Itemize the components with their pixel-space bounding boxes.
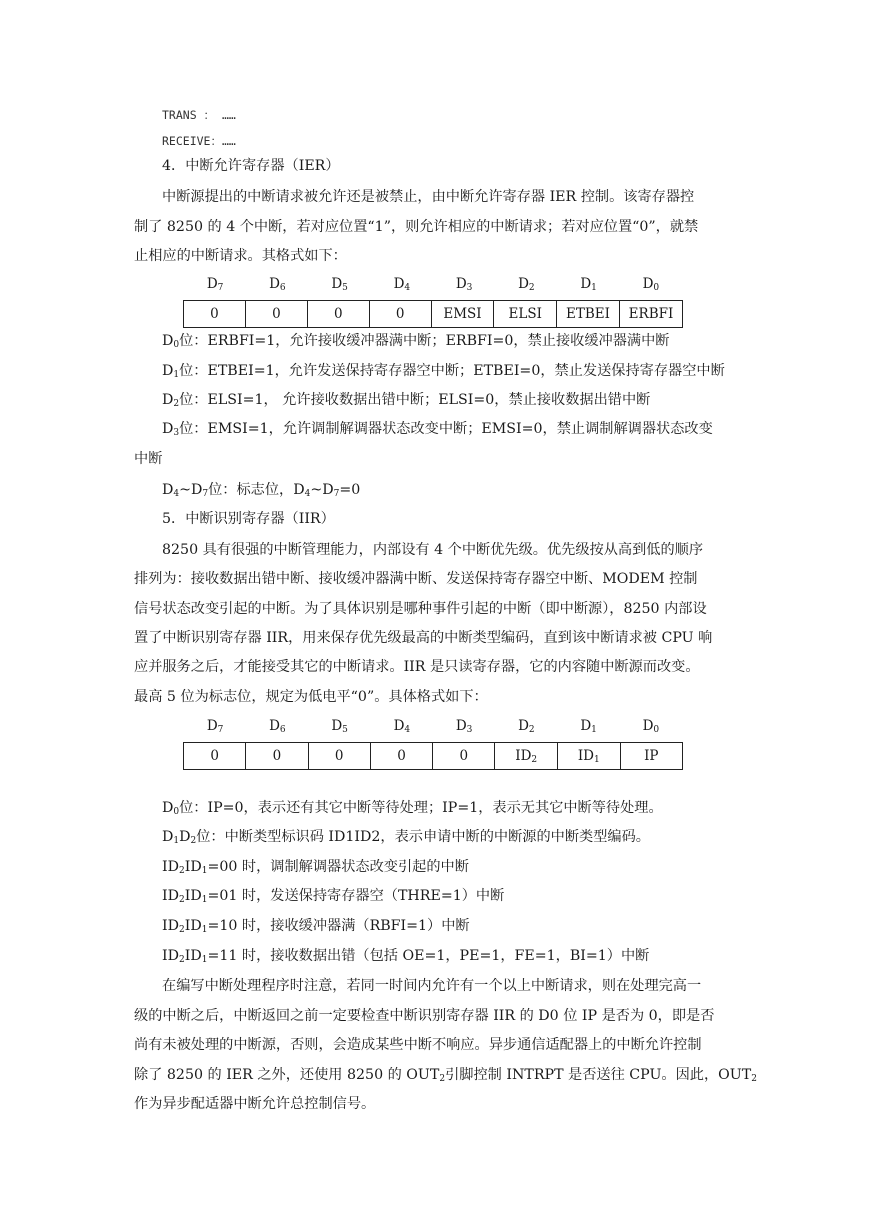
- iir-bit-cell: 0: [308, 743, 370, 770]
- iir-code-01: $ID_2ID_1=01$ 时，发送保持寄存器空（THRE=1）中断: [162, 888, 505, 905]
- iir-bit-label: $D_2$: [518, 718, 535, 735]
- iir-para-line-2: 排列为：接收数据出错中断、接收缓冲器满中断、发送保持寄存器空中断、MODEM 控制: [134, 571, 698, 587]
- code-line-trans: TRANS ： ……: [162, 108, 236, 122]
- iir-bit-labels: [184, 718, 682, 734]
- iir-bit-label: $D_0$: [642, 718, 660, 735]
- ier-bit-cell: 0: [245, 301, 307, 328]
- final-para-line-5: 作为异步配适器中断允许总控制信号。: [134, 1096, 376, 1112]
- ier-bit-label: $D_6$: [269, 276, 286, 293]
- iir-bit-cell: 0: [370, 743, 432, 770]
- ier-d4d7-desc: $D_4\sim D_7$位：标志位，$D_4\sim D_7=0$: [162, 482, 361, 499]
- iir-bit-label: $D_6$: [269, 718, 286, 735]
- ier-d2-desc: $D_2$位：ELSI=1， 允许接收数据出错中断；ELSI=0，禁止接收数据出错中断: [162, 392, 651, 409]
- iir-d1d2-desc: $D_1D_2$位：中断类型标识码 ID1ID2，表示申请中断的中断源的中断类型编码。: [162, 829, 650, 846]
- iir-para-line-1: 8250 具有很强的中断管理能力，内部设有 4 个中断优先级。优先级按从高到低的顺序: [162, 542, 704, 558]
- ier-bit-cell: EMSI: [431, 301, 494, 328]
- ier-bit-label: $D_0$: [642, 276, 660, 293]
- ier-bit-cell: ELSI: [494, 301, 557, 328]
- final-para-line-3: 尚有未被处理的中断源，否则，会造成某些中断不响应。异步通信适配器上的中断允许控制: [134, 1037, 702, 1053]
- iir-code-10: $ID_2ID_1=10$ 时，接收缓冲器满（RBFI=1）中断: [162, 918, 470, 935]
- iir-bit-cell: IP: [620, 743, 682, 770]
- iir-bit-label: $D_5$: [331, 718, 348, 735]
- iir-bit-cell: 0: [433, 743, 495, 770]
- ier-bit-cell: 0: [307, 301, 369, 328]
- iir-bit-label: $D_3$: [455, 718, 473, 735]
- ier-d0-desc: $D_0$位：ERBFI=1，允许接收缓冲器满中断；ERBFI=0，禁止接收缓冲器满中断: [162, 333, 670, 350]
- iir-bit-cell: 0: [184, 743, 246, 770]
- ier-bit-label: $D_4$: [393, 276, 411, 293]
- ier-bit-table: [183, 300, 683, 328]
- iir-code-00: $ID_2ID_1=00$ 时，调制解调器状态改变引起的中断: [162, 859, 469, 876]
- ier-para-line-1: 中断源提出的中断请求被允许还是被禁止，由中断允许寄存器 IER 控制。该寄存器控: [162, 189, 695, 205]
- ier-bit-labels: [184, 276, 682, 292]
- iir-bit-label: $D_1$: [580, 718, 597, 735]
- iir-bit-cell: $ID_1$: [557, 743, 620, 770]
- iir-bit-cell: 0: [246, 743, 308, 770]
- ier-bit-cell: ETBEI: [557, 301, 620, 328]
- ier-heading: 4．中断允许寄存器（IER）: [162, 158, 340, 174]
- final-para-line-2: 级的中断之后，中断返回之前一定要检查中断识别寄存器 IIR 的 D0 位 IP 是否为 0，即是否: [134, 1008, 715, 1024]
- ier-bit-cell: 0: [184, 301, 246, 328]
- ier-d1-desc: $D_1$位：ETBEI=1，允许发送保持寄存器空中断；ETBEI=0，禁止发送保持寄存器空中断: [162, 363, 725, 380]
- ier-bit-label: $D_7$: [206, 276, 224, 293]
- iir-d0-desc: $D_0$位：IP=0，表示还有其它中断等待处理；IP=1，表示无其它中断等待处理。: [162, 800, 663, 817]
- final-para-line-1: 在编写中断处理程序时注意，若同一时间内允许有一个以上中断请求，则在处理完高一: [162, 978, 702, 994]
- iir-bit-table: [183, 742, 683, 770]
- iir-bit-cell: $ID_2$: [495, 743, 558, 770]
- ier-bit-label: $D_3$: [455, 276, 473, 293]
- ier-bit-label: $D_1$: [580, 276, 597, 293]
- iir-bit-label: $D_4$: [393, 718, 411, 735]
- code-line-receive: RECEIVE：……: [162, 134, 236, 148]
- ier-d3-desc-cont: 中断: [134, 451, 163, 467]
- iir-para-line-6: 最高 5 位为标志位，规定为低电平“0”。具体格式如下：: [134, 689, 488, 705]
- iir-para-line-3: 信号状态改变引起的中断。为了具体识别是哪种事件引起的中断（即中断源），8250 内部设: [134, 601, 707, 617]
- iir-para-line-5: 应并服务之后，才能接受其它的中断请求。IIR 是只读寄存器，它的内容随中断源而改变。: [134, 659, 700, 675]
- iir-para-line-4: 置了中断识别寄存器 IIR，用来保存优先级最高的中断类型编码，直到该中断请求被 CPU 响: [134, 630, 713, 646]
- iir-bit-label: $D_7$: [206, 718, 224, 735]
- ier-d3-desc: $D_3$位：EMSI=1，允许调制解调器状态改变中断；EMSI=0，禁止调制解调器状态改变: [162, 421, 713, 438]
- iir-code-11: $ID_2ID_1=11$ 时，接收数据出错（包括 OE=1，PE=1，FE=1，BI=1）中断: [162, 948, 650, 965]
- ier-bit-label: $D_2$: [518, 276, 535, 293]
- ier-bit-cell: 0: [369, 301, 431, 328]
- final-para-line-4: 除了 8250 的 IER 之外，还使用 8250 的 $OUT_2$引脚控制 INTRPT 是否送往 CPU。因此，$OUT_2$: [134, 1067, 757, 1084]
- iir-heading: 5．中断识别寄存器（IIR）: [162, 511, 335, 527]
- ier-para-line-3: 止相应的中断请求。其格式如下：: [134, 248, 347, 264]
- ier-bit-label: $D_5$: [331, 276, 348, 293]
- ier-bit-cell: ERBFI: [620, 301, 683, 328]
- ier-para-line-2: 制了 8250 的 4 个中断，若对应位置“1”，则允许相应的中断请求；若对应位置“0”，就禁: [134, 219, 699, 235]
